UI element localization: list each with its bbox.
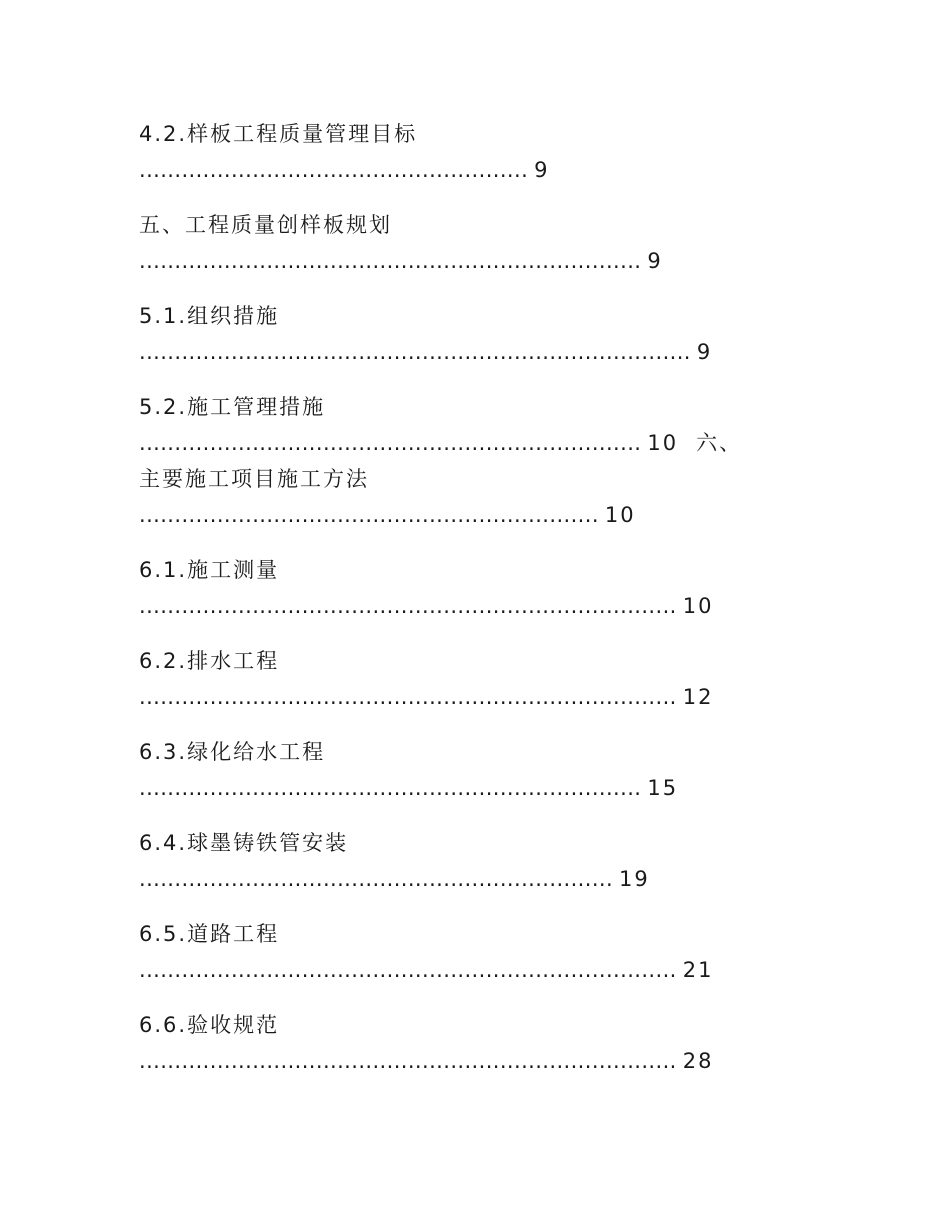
toc-dot-leader: ............................................................................ <box>139 594 677 618</box>
toc-page-number: 9 <box>647 249 663 273</box>
toc-dot-leader: ................................................................. <box>139 503 599 527</box>
toc-entry-leader <box>139 431 742 455</box>
toc-page-number: 15 <box>647 776 679 800</box>
toc-entry-title: 6.3.绿化给水工程 <box>139 740 326 764</box>
toc-entry-leader <box>139 594 713 618</box>
toc-dot-leader: ................................................................... <box>139 867 614 891</box>
toc-entry-leader <box>139 867 650 891</box>
toc-entry-title: 6.1.施工测量 <box>139 558 280 582</box>
toc-entry-leader <box>139 1049 713 1073</box>
toc-dot-leader: ....................................................................... <box>139 249 642 273</box>
toc-page-number: 9 <box>534 158 550 182</box>
toc-entry-title: 6.6.验收规范 <box>139 1013 280 1037</box>
toc-entry-leader <box>139 158 550 182</box>
toc-entry-title: 五、工程质量创样板规划 <box>139 213 392 237</box>
toc-dot-leader: ....................................................................... <box>139 431 642 455</box>
toc-page-number: 10 <box>647 431 679 455</box>
toc-page-number: 9 <box>696 340 713 364</box>
toc-entry-title: 6.5.道路工程 <box>139 922 280 946</box>
toc-dot-leader: ............................................................................ <box>139 1049 677 1073</box>
toc-dot-leader: ....................................................................... <box>139 776 642 800</box>
toc-page-number: 12 <box>682 685 714 709</box>
toc-dot-leader: ....................................................... <box>139 158 529 182</box>
toc-entry-leader <box>139 503 636 527</box>
toc-entry-leader <box>139 340 712 364</box>
toc-page-number: 28 <box>682 1049 714 1073</box>
toc-page-number: 21 <box>682 958 714 982</box>
toc-page-number: 10 <box>604 503 636 527</box>
toc-entry-title: 5.2.施工管理措施 <box>139 395 326 419</box>
toc-entry-title: 6.4.球墨铸铁管安装 <box>139 831 349 855</box>
toc-entry-leader <box>139 685 713 709</box>
toc-dot-leader: ............................................................................ <box>139 958 677 982</box>
toc-dot-leader: ............................................................................ <box>139 685 677 709</box>
toc-entry-title: 6.2.排水工程 <box>139 649 280 673</box>
toc-entry-title: 5.1.组织措施 <box>139 304 280 328</box>
toc-section-prefix: 六、 <box>696 431 743 455</box>
toc-page-number: 10 <box>682 594 714 618</box>
toc-entry-leader <box>139 249 663 273</box>
toc-dot-leader: .............................................................................. <box>139 340 691 364</box>
toc-entry-leader <box>139 776 678 800</box>
toc-page-number: 19 <box>619 867 650 891</box>
toc-entry-title: 4.2.样板工程质量管理目标 <box>139 122 418 146</box>
toc-entry-title: 主要施工项目施工方法 <box>139 467 369 491</box>
toc-entry-leader <box>139 958 713 982</box>
